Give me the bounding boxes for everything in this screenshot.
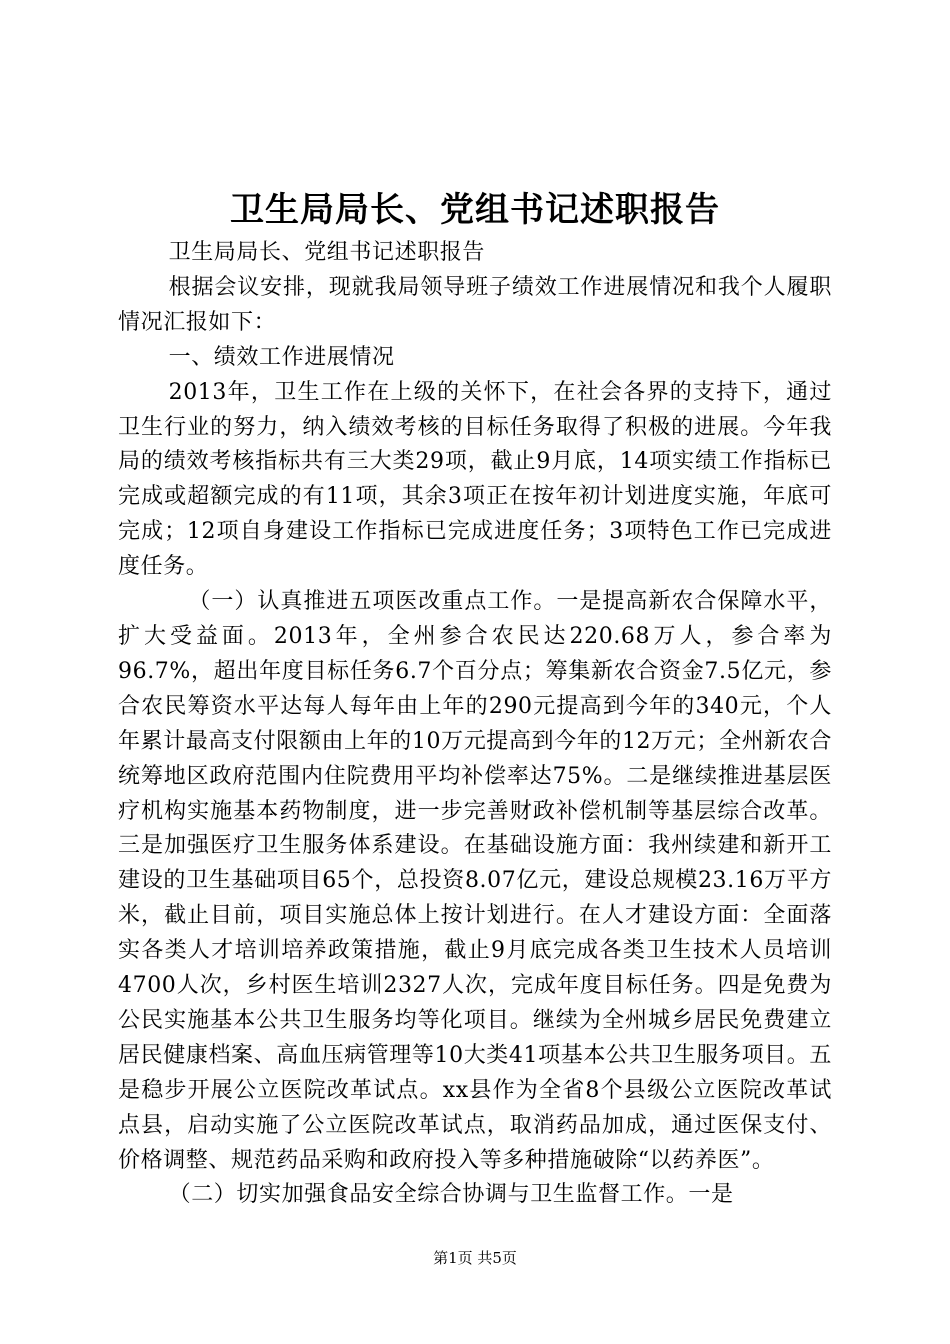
paragraph-subtitle: 卫生局局长、党组书记述职报告 bbox=[168, 240, 485, 265]
section-heading: 一、绩效工作进展情况 bbox=[168, 344, 395, 370]
document-body bbox=[118, 236, 832, 1213]
paragraph-food-safety: （二）切实加强食品安全综合协调与卫生监督工作。一是 bbox=[168, 1182, 734, 1208]
document-title: 卫生局局长、党组书记述职报告 bbox=[230, 190, 720, 230]
paragraph-intro: 根据会议安排，现就我局领导班子绩效工作进展情况和我个人履职情况汇报如下： bbox=[118, 274, 832, 335]
page-footer: 第1页 共5页 bbox=[433, 1249, 517, 1267]
paragraph-overview: 2013年，卫生工作在上级的关怀下，在社会各界的支持下，通过卫生行业的努力，纳入绩效考核的目标任务取得了积极的进展。今年我局的绩效考核指标共有三大类29项，截止9月底，14项实绩工作指标已完成或超额完成的有11项，其余3项正在按年初计划进度实施，年底可完成；12项自身建设工作指标已完成进度任务；3项特色工作已完成进度任务。 bbox=[118, 379, 832, 580]
paragraph-medical-reform: （一）认真推进五项医改重点工作。一是提高新农合保障水平，扩大受益面。2013年，全州参合农民达220.68万人，参合率为96.7%，超出年度目标任务6.7个百分点；筹集新农合资金7.5亿元，参合农民筹资水平达每人每年由上年的290元提高到今年的340元，个人年累计最高支付限额由上年的10万元提高到今年的12万元；全州新农合统筹地区政府范围内住院费用平均补偿率达75%。二是继续推进基层医疗机构实施基本药物制度，进一步完善财政补偿机制等基层综合改革。三是加强医疗卫生服务体系建设。在基础设施方面：我州续建和新开工建设的卫生基础项目65个，总投资8.07亿元，建设总规模23.16万平方米，截止目前，项目实施总体上按计划进行。在人才建设方面：全面落实各类人才培训培养政策措施，截止9月底完成各类卫生技术人员培训4700人次，乡村医生培训2327人次，完成年度目标任务。四是免费为公民实施基本公共卫生服务均等化项目。继续为全州城乡居民免费建立居民健康档案、高血压病管理等10大类41项基本公共卫生服务项目。五是稳步开展公立医院改革试点。xx县作为全省8个县级公立医院改革试点县，启动实施了公立医院改革试点，取消药品加成，通过医保支付、价格调整、规范药品采购和政府投入等多种措施破除“以药养医”。 bbox=[118, 589, 832, 1173]
